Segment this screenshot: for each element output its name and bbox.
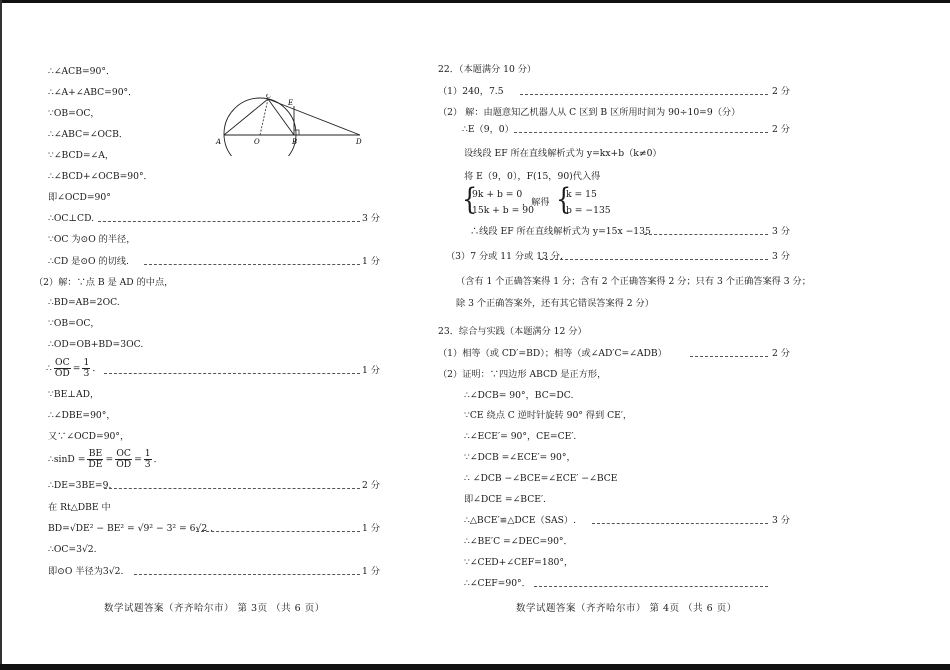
left-line-13: ∵OB=OC，	[48, 318, 100, 329]
right-line-18: ∴ ∠DCB −∠BCE=∠ECE′ −∠BCE	[464, 473, 618, 484]
equals: =	[72, 363, 81, 374]
denominator: OD	[116, 459, 132, 470]
denominator: OD	[54, 368, 70, 379]
system-brace: {	[462, 181, 478, 217]
right-line-13: （2）证明：∵四边形 ABCD 是正方形，	[438, 369, 607, 380]
score-label: 2 分	[772, 86, 790, 97]
left-line-17: 又∵∠OCD=90°，	[48, 431, 130, 442]
left-line-8: ∴OC⊥CD.	[48, 213, 95, 224]
point-E-label: E	[288, 99, 294, 107]
leader-dots	[98, 221, 360, 222]
leader-dots	[104, 373, 360, 374]
numerator: OC	[116, 448, 131, 459]
right-line-2: （1）240，7.5	[438, 86, 504, 97]
score-label: 3 分	[362, 213, 380, 224]
scan-border-top	[0, 0, 950, 3]
score-label: 3 分	[772, 515, 790, 526]
denominator: 3	[83, 368, 90, 379]
score-label: 3 分	[772, 251, 790, 262]
left-line-4: ∴∠ABC=∠OCB．	[48, 129, 129, 140]
system-solve-word: ，解得	[522, 197, 550, 208]
left-line-9: ∵OC 为⊙O 的半径，	[48, 234, 136, 245]
left-line-14: ∴OD=OB+BD=3OC.	[48, 339, 144, 350]
right-line-8: （3）7 分或 11 分或 13 分.	[446, 251, 563, 262]
leader-dots	[690, 356, 768, 357]
score-label: 2 分	[772, 348, 790, 359]
left-line-18: ∴DE=3BE=9.	[48, 480, 112, 491]
leader-dots	[134, 574, 360, 575]
right-page-footer: 数学试题答案（齐齐哈尔市） 第 4页 （共 6 页）	[516, 603, 737, 614]
point-C-label: C	[266, 94, 272, 100]
score-label: 1 分	[362, 365, 380, 376]
leader-dots	[540, 259, 768, 260]
left-line-10: ∴CD 是⊙O 的切线.	[48, 256, 129, 267]
left-line-20: ∴OC=3√2.	[48, 544, 97, 555]
left-line-12: ∴BD=AB=2OC.	[48, 297, 120, 308]
right-line-10: 除 3 个正确答案外，还有其它错误答案得 2 分）	[456, 298, 654, 309]
leader-dots	[534, 586, 768, 587]
left-line-6: ∴∠BCD+∠OCB=90°．	[48, 171, 153, 182]
leader-dots	[104, 488, 360, 489]
right-line-1: 22．（本题满分 10 分）	[438, 64, 537, 75]
scan-border-left	[0, 0, 2, 670]
right-line-4: ∴E（9，0）	[462, 124, 514, 135]
leader-dots	[514, 132, 768, 133]
left-line-7: 即∠OCD=90°	[48, 192, 111, 203]
ratio-prefix: ∴	[46, 363, 52, 374]
left-line-5: ∵∠BCD=∠A，	[48, 150, 115, 161]
right-line-7: ∴线段 EF 所在直线解析式为 y=15x −135	[470, 226, 651, 237]
denominator: 3	[144, 459, 151, 470]
right-line-3: （2） 解：由题意知乙机器人从 C 区到 B 区所用时间为 90÷10=9（分）	[438, 107, 741, 118]
bd-equation: BD=√DE² − BE² = √9² − 3² = 6√2 .	[48, 523, 214, 534]
left-line-21: 即⊙O 半径为3√2.	[48, 566, 124, 577]
numerator: 1	[83, 357, 90, 368]
fraction-one-third	[82, 358, 90, 379]
ratio-equation	[46, 358, 102, 379]
right-line-12: （1）相等（或 CD′=BD）；相等（或∠AD′C=∠ADB）	[438, 348, 667, 359]
solution-brace: {	[556, 181, 572, 217]
right-line-17: ∵∠DCB =∠ECE′= 90°，	[464, 452, 576, 463]
fraction-one-third	[144, 449, 152, 470]
left-line-15: ∵BE⊥AD，	[48, 389, 100, 400]
point-D-label: D	[356, 138, 362, 146]
scan-border-bottom	[0, 664, 950, 670]
numerator: OC	[55, 357, 70, 368]
left-line-1: ∴∠ACB=90°．	[48, 66, 116, 77]
right-line-20: ∴△BCE′≌△DCE（SAS）.	[464, 515, 577, 526]
left-line-11: （2）解：∵点 B 是 AD 的中点，	[34, 277, 174, 288]
right-line-5: 设线段 EF 所在直线解析式为 y=kx+b（k≠0）	[464, 148, 662, 159]
denominator: DE	[88, 459, 103, 470]
right-line-9: （含有 1 个正确答案得 1 分；含有 2 个正确答案得 2 分；只有 3 个正确答案得 3 分；	[456, 276, 811, 287]
right-line-11: 23．综合与实践（本题满分 12 分）	[438, 326, 587, 337]
leader-dots	[196, 531, 360, 532]
left-line-2: ∴∠A+∠ABC=90°．	[48, 87, 138, 98]
point-A-label: A	[216, 138, 222, 146]
right-line-22: ∵∠CED+∠CEF=180°，	[464, 557, 574, 568]
score-label: 2 分	[772, 124, 790, 135]
sin-suffix: ．	[153, 454, 163, 465]
left-line-19: 在 Rt△DBE 中	[48, 502, 111, 513]
solution-k: k = 15	[566, 189, 597, 200]
equals: =	[105, 454, 114, 465]
right-line-21: ∴∠BE′C =∠DEC=90°．	[464, 536, 573, 547]
score-label: 2 分	[362, 480, 380, 491]
system-equation-1: 9k + b = 0	[472, 189, 523, 200]
system-equation-2: 15k + b = 90	[472, 205, 534, 216]
score-label: 3 分	[772, 226, 790, 237]
left-line-3: ∵OB=OC，	[48, 108, 100, 119]
numerator: 1	[144, 448, 151, 459]
right-line-23: ∴∠CEF=90°．	[464, 578, 531, 589]
ratio-suffix: ．	[92, 363, 102, 374]
sin-prefix: ∴sinD =	[48, 454, 86, 465]
circle-tangent-figure	[210, 94, 370, 156]
left-page-footer: 数学试题答案（齐齐哈尔市） 第 3页 （共 6 页）	[104, 603, 325, 614]
leader-dots	[644, 234, 768, 235]
left-line-16: ∴∠DBE=90°，	[48, 410, 116, 421]
right-line-16: ∴∠ECE′= 90°，CE=CE′.	[464, 431, 577, 442]
right-line-19: 即∠DCE =∠BCE′.	[464, 494, 546, 505]
right-line-15: ∵CE 绕点 C 逆时针旋转 90° 得到 CE′，	[464, 410, 633, 421]
right-line-14: ∴∠DCB= 90°，BC=DC.	[464, 390, 574, 401]
solution-b: b = −135	[566, 205, 611, 216]
fraction-oc-od	[54, 358, 71, 379]
leader-dots	[144, 264, 360, 265]
sin-equation	[48, 449, 163, 470]
point-O-label: O	[254, 138, 260, 146]
fraction-oc-od	[115, 449, 132, 470]
equals: =	[134, 454, 142, 465]
score-label: 1 分	[362, 566, 380, 577]
point-B-label: B	[292, 138, 298, 146]
score-label: 1 分	[362, 256, 380, 267]
fraction-be-de	[87, 449, 103, 470]
score-label: 1 分	[362, 523, 380, 534]
numerator: BE	[88, 448, 103, 459]
leader-dots	[592, 523, 768, 524]
leader-dots	[520, 94, 768, 95]
right-line-6: 将 E（9，0），F(15，90)代入得	[464, 171, 601, 182]
